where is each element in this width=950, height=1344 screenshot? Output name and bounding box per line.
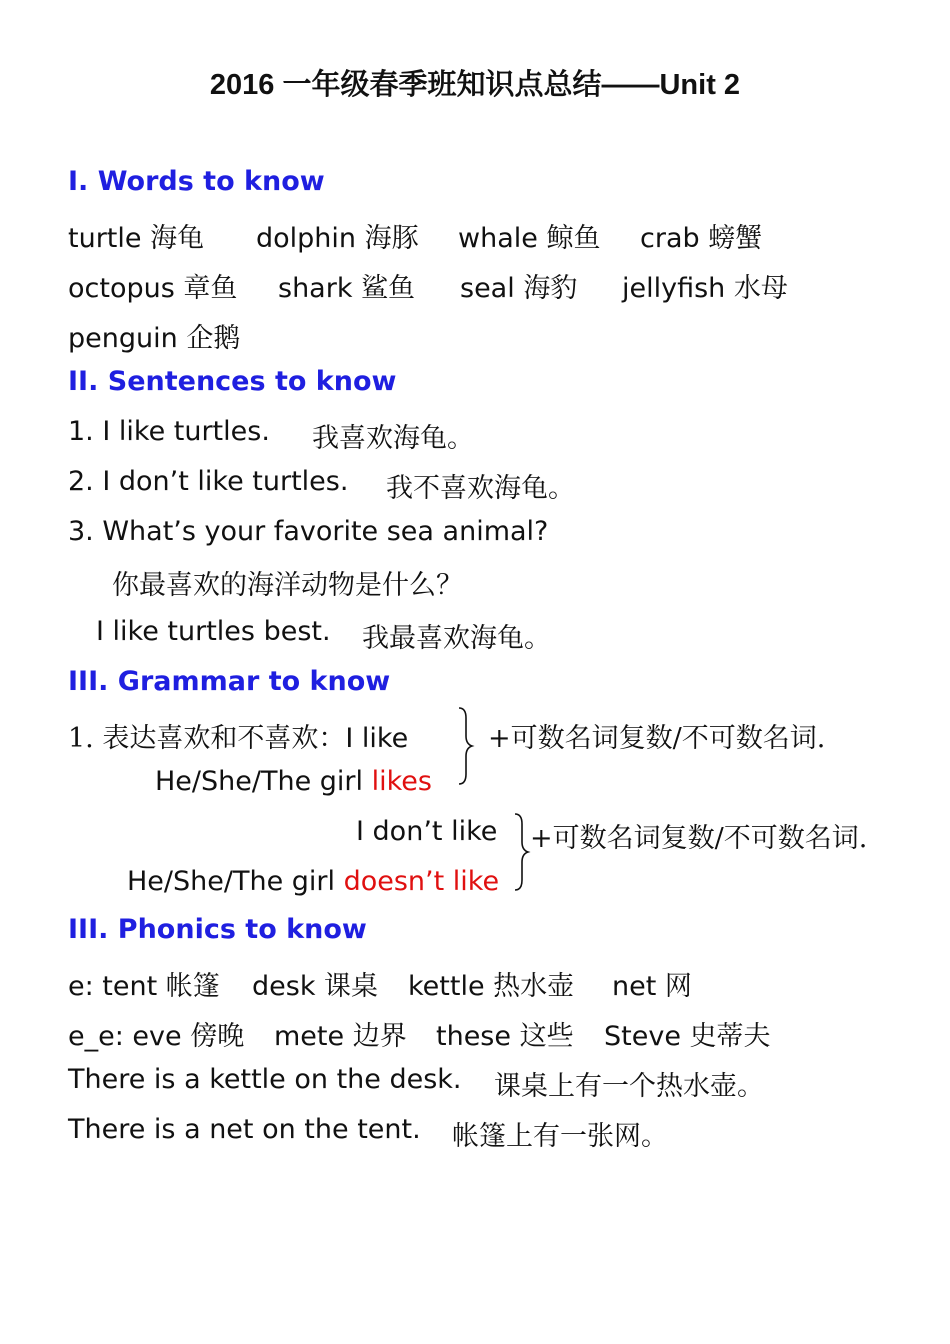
- sentence-1-translation: 我喜欢海龟。: [312, 423, 474, 454]
- phonics-item: e_e: eve 傍晚: [68, 1021, 245, 1052]
- sentence-4: I like turtles best.: [96, 616, 331, 647]
- word-item: turtle 海龟: [68, 223, 205, 254]
- brace-icon: [456, 706, 476, 786]
- section-heading-words: I. Words to know: [68, 166, 325, 197]
- phonics-sentence-1: There is a kettle on the desk.: [68, 1064, 462, 1095]
- section-heading-grammar: III. Grammar to know: [68, 666, 391, 697]
- phonics-sentence-1-translation: 课桌上有一个热水壶。: [494, 1071, 764, 1102]
- grammar-rule-1-third-person: He/She/The girl likes: [155, 766, 432, 797]
- phonics-sentence-2-translation: 帐篷上有一张网。: [452, 1121, 668, 1152]
- word-item: jellyfish 水母: [622, 273, 788, 304]
- word-item: shark 鲨鱼: [278, 273, 416, 304]
- sentence-2: 2. I don’t like turtles.: [68, 466, 349, 497]
- grammar-rule-1-note: +可数名词复数/不可数名词.: [488, 723, 826, 754]
- phonics-item: Steve 史蒂夫: [604, 1021, 771, 1052]
- phonics-sentence-2: There is a net on the tent.: [68, 1114, 421, 1145]
- grammar-rule-2-third-person: He/She/The girl doesn’t like: [127, 866, 500, 897]
- sentence-3: 3. What’s your favorite sea animal?: [68, 516, 549, 547]
- word-item: crab 螃蟹: [640, 223, 763, 254]
- word-item: whale 鲸鱼: [458, 223, 601, 254]
- phonics-item: kettle 热水壶: [408, 971, 575, 1002]
- brace-icon: [512, 812, 532, 892]
- word-item: dolphin 海豚: [256, 223, 419, 254]
- section-heading-phonics: III. Phonics to know: [68, 914, 367, 945]
- word-item: seal 海豹: [460, 273, 578, 304]
- grammar-rule-1: 1. 表达喜欢和不喜欢：I like: [68, 723, 409, 754]
- grammar-rule-2: I don’t like: [356, 816, 498, 847]
- phonics-item: e: tent 帐篷: [68, 971, 220, 1002]
- word-item: octopus 章鱼: [68, 273, 238, 304]
- phonics-item: net 网: [612, 971, 692, 1002]
- sentence-2-translation: 我不喜欢海龟。: [386, 473, 575, 504]
- phonics-item: desk 课桌: [252, 971, 379, 1002]
- page-title: 2016 一年级春季班知识点总结——Unit 2: [209, 69, 741, 101]
- phonics-item: these 这些: [436, 1021, 574, 1052]
- word-item: penguin 企鹅: [68, 323, 241, 354]
- phonics-item: mete 边界: [274, 1021, 407, 1052]
- grammar-rule-2-note: +可数名词复数/不可数名词.: [530, 823, 868, 854]
- sentence-3-translation: 你最喜欢的海洋动物是什么？: [112, 570, 463, 601]
- sentence-4-translation: 我最喜欢海龟。: [362, 623, 551, 654]
- section-heading-sentences: II. Sentences to know: [68, 366, 397, 397]
- sentence-1: 1. I like turtles.: [68, 416, 270, 447]
